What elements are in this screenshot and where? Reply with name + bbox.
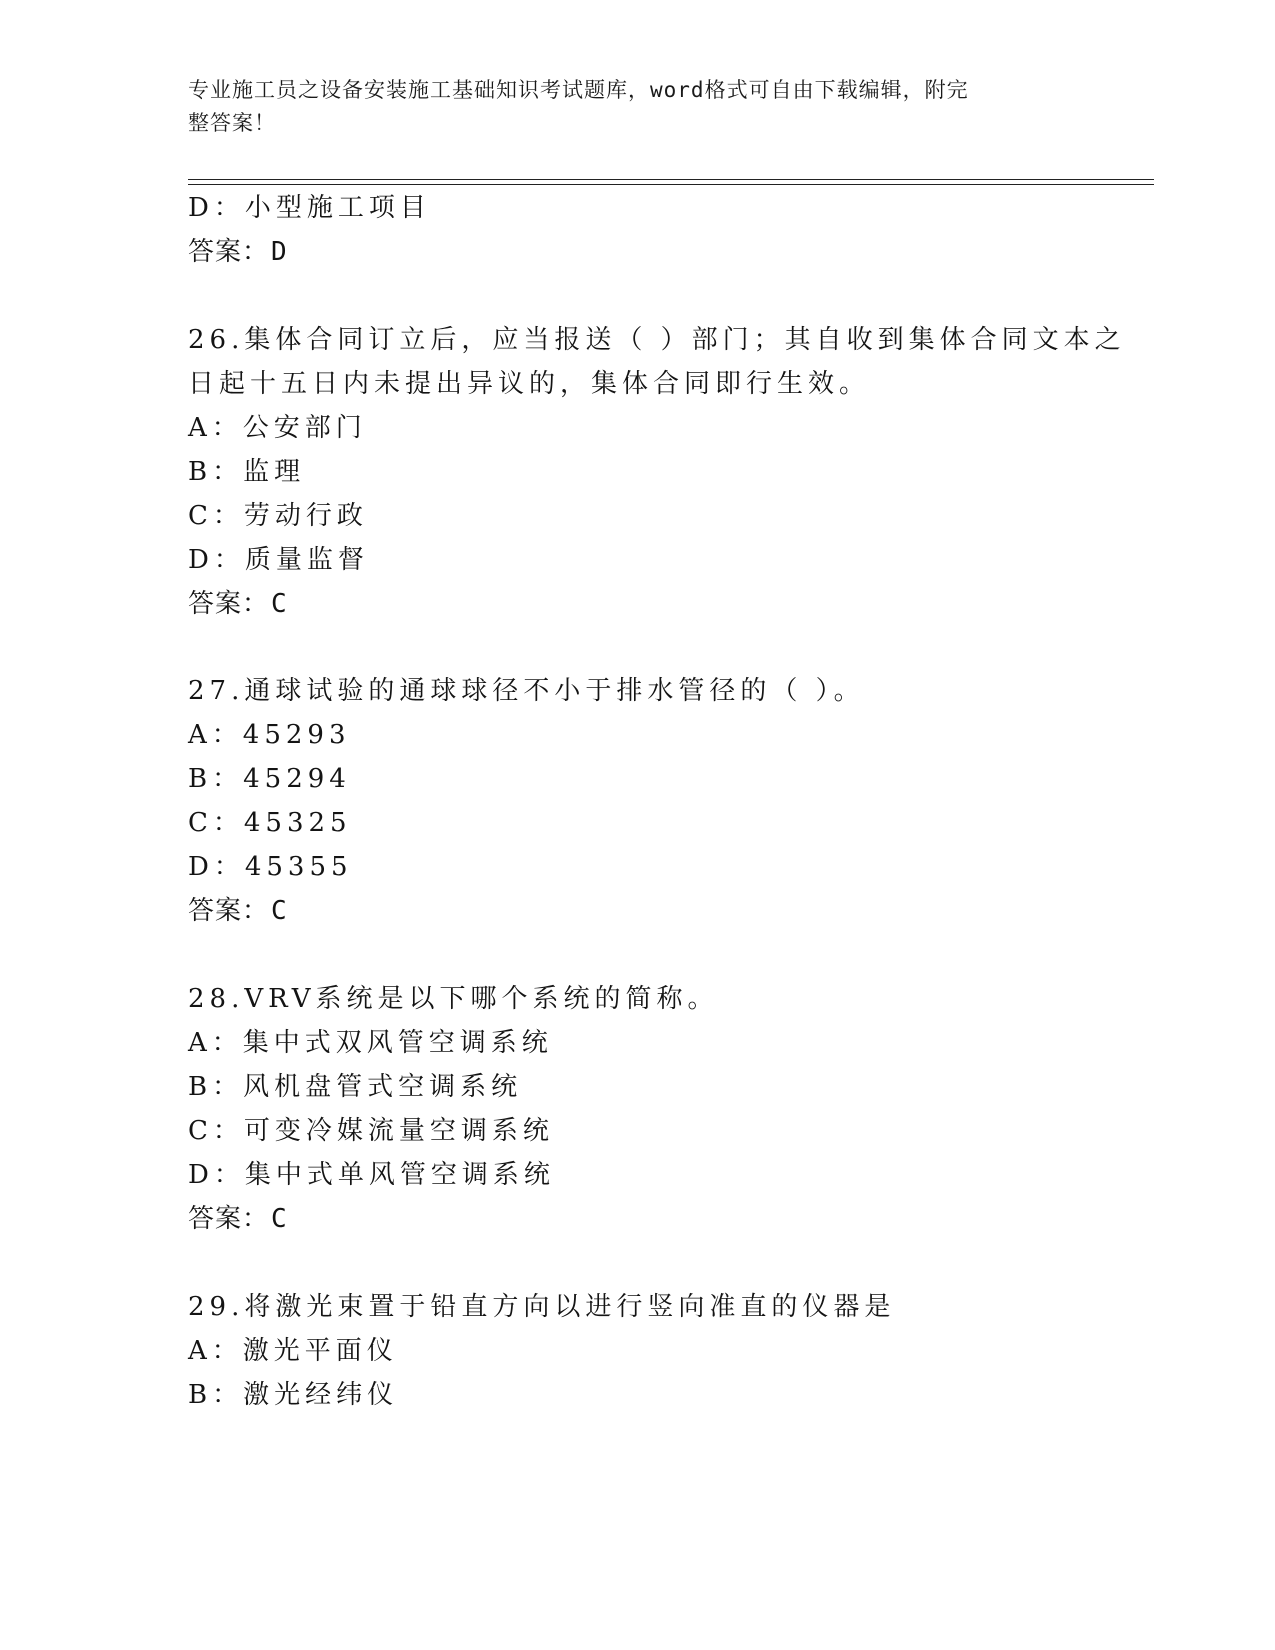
question-27-answer — [188, 893, 288, 929]
answer-value: C — [271, 1204, 288, 1234]
question-27-option-c: C：45325 — [188, 808, 352, 838]
question-28-answer — [188, 1201, 288, 1237]
question-26-option-d: D：质量监督 — [188, 545, 369, 575]
answer-value: D — [271, 237, 288, 267]
question-27-stem: 27.通球试验的通球球径不小于排水管径的（ ）。 — [188, 676, 865, 706]
answer-label: 答案： — [188, 589, 270, 619]
question-29-stem: 29.将激光束置于铅直方向以进行竖向准直的仪器是 — [188, 1292, 896, 1322]
prev-answer — [188, 234, 288, 270]
answer-value: C — [271, 589, 288, 619]
question-26-stem-line-1: 26.集体合同订立后，应当报送（ ）部门；其自收到集体合同文本之 — [188, 325, 1126, 355]
header-line-1: 专业施工员之设备安装施工基础知识考试题库，word格式可自由下载编辑，附完 — [188, 78, 969, 102]
answer-label: 答案： — [188, 237, 270, 267]
question-26-option-b: B：监理 — [188, 457, 306, 487]
question-28-option-a: A：集中式双风管空调系统 — [188, 1028, 553, 1058]
question-28-stem: 28.VRV系统是以下哪个系统的简称。 — [188, 984, 719, 1014]
question-27-option-a: A：45293 — [188, 720, 351, 750]
answer-label: 答案： — [188, 1204, 270, 1234]
question-27-option-b: B：45294 — [188, 764, 351, 794]
answer-label: 答案： — [188, 896, 270, 926]
question-26-stem-line-2: 日起十五日内未提出异议的，集体合同即行生效。 — [188, 369, 871, 399]
header-divider-bottom — [188, 184, 1154, 185]
header-line-2: 整答案！ — [188, 111, 276, 135]
question-29-option-a: A：激光平面仪 — [188, 1336, 398, 1366]
prev-option-d: D：小型施工项目 — [188, 193, 431, 223]
question-29-option-b: B：激光经纬仪 — [188, 1380, 399, 1410]
question-26-option-a: A：公安部门 — [188, 413, 367, 443]
question-28-option-c: C：可变冷媒流量空调系统 — [188, 1116, 554, 1146]
answer-value: C — [271, 896, 288, 926]
question-26-option-c: C：劳动行政 — [188, 501, 368, 531]
question-26-answer — [188, 586, 288, 622]
document-header — [188, 74, 1068, 140]
question-28-option-b: B：风机盘管式空调系统 — [188, 1072, 523, 1102]
question-28-option-d: D：集中式单风管空调系统 — [188, 1160, 555, 1190]
question-27-option-d: D：45355 — [188, 852, 353, 882]
header-divider-top — [188, 179, 1154, 180]
